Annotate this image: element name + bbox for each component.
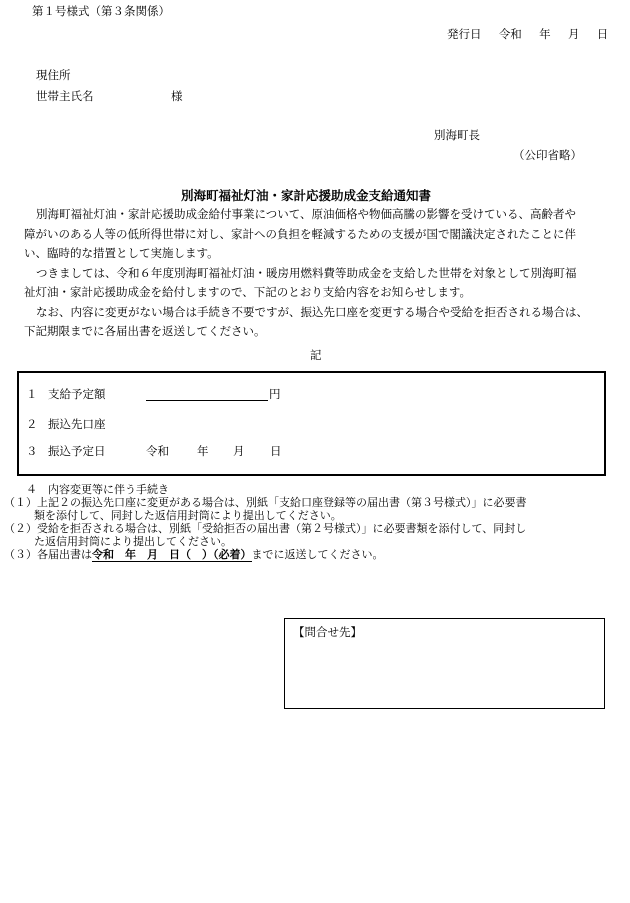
issue-date-month-unit: 月 [567, 27, 580, 41]
para3-line1: なお、内容に変更がない場合は手続き不要ですが、振込先口座を変更する場合や受給を拒否される場合は、 [36, 304, 588, 319]
detail-label-date: 振込予定日 [48, 444, 106, 458]
issue-date-year-unit: 年 [539, 27, 551, 41]
address-label: 現住所 [36, 68, 71, 82]
para2-line1: つきましては、令和６年度別海町福祉灯油・暖房用燃料費等助成金を支給した世帯を対象として別海町福 [36, 265, 577, 280]
ki-mark: 記 [310, 348, 322, 362]
procedure-2-line2: た返信用封筒により提出してください。 [34, 535, 232, 548]
procedure-3-suffix: までに返送してください。 [251, 548, 384, 561]
householder-label: 世帯主氏名 [36, 89, 94, 103]
para3-line2: 下記期限までに各届出書を返送してください。 [24, 324, 266, 338]
issuer-title: 別海町長 [434, 128, 480, 142]
procedure-3-deadline: 令和 年 月 日（ ）（必着） [92, 548, 252, 561]
procedure-1-line2: 類を添付して、同封した返信用封筒により提出してください。 [34, 509, 342, 522]
detail-num-3: ３ [26, 444, 38, 458]
inquiry-box [284, 618, 605, 709]
detail-label-amount: 支給予定額 [48, 387, 106, 401]
transfer-date-month-unit: 月 [233, 444, 245, 458]
amount-blank-line [146, 386, 268, 401]
inquiry-label: 【問合せ先】 [293, 625, 362, 639]
detail-num-1: １ [26, 387, 38, 401]
amount-unit: 円 [269, 387, 281, 401]
issue-date-label: 発行日 [447, 27, 482, 41]
procedure-1-line1: （１）上記２の振込先口座に変更がある場合は、別紙「支給口座登録等の届出書（第３号様式）」に必要書 [4, 496, 527, 509]
para1-line2: 障がいのある人等の低所得世帯に対し、家計への負担を軽減するための支援が国で閣議決定されたことに伴 [24, 226, 576, 241]
issue-date-era: 令和 [498, 27, 522, 41]
detail-label-account: 振込先口座 [48, 417, 106, 431]
procedure-3 [4, 548, 527, 561]
procedure-2-line1: （２）受給を拒否される場合は、別紙「受給拒否の届出書（第２号様式）」に必要書類を添付して、同封し [4, 522, 527, 535]
transfer-date-year-unit: 年 [197, 444, 209, 458]
para1-line3: い、臨時的な措置として実施します。 [24, 246, 219, 260]
document-title: 別海町福祉灯油・家計応援助成金支給通知書 [181, 188, 432, 203]
procedures-section [4, 483, 527, 561]
para2-line2: 祉灯油・家計応援助成金を給付しますので、下記のとおり支給内容をお知らせします。 [24, 285, 472, 299]
para1-line1: 別海町福祉灯油・家計応援助成金給付事業について、原油価格や物価高騰の影響を受けている、高齢者や [36, 207, 577, 221]
procedure-3-prefix: （３）各届出書は [4, 548, 92, 561]
procedures-heading: ４ 内容変更等に伴う手続き [26, 483, 169, 496]
detail-num-2: ２ [26, 417, 38, 431]
seal-note: （公印省略） [513, 148, 582, 162]
transfer-date-era: 令和 [146, 444, 169, 458]
form-number: 第１号様式（第３条関係） [32, 4, 170, 18]
issue-date [447, 26, 608, 42]
honorific: 様 [171, 89, 183, 103]
body-text [24, 205, 610, 342]
transfer-date-day-unit: 日 [270, 444, 282, 458]
issue-date-day-unit: 日 [596, 27, 609, 41]
